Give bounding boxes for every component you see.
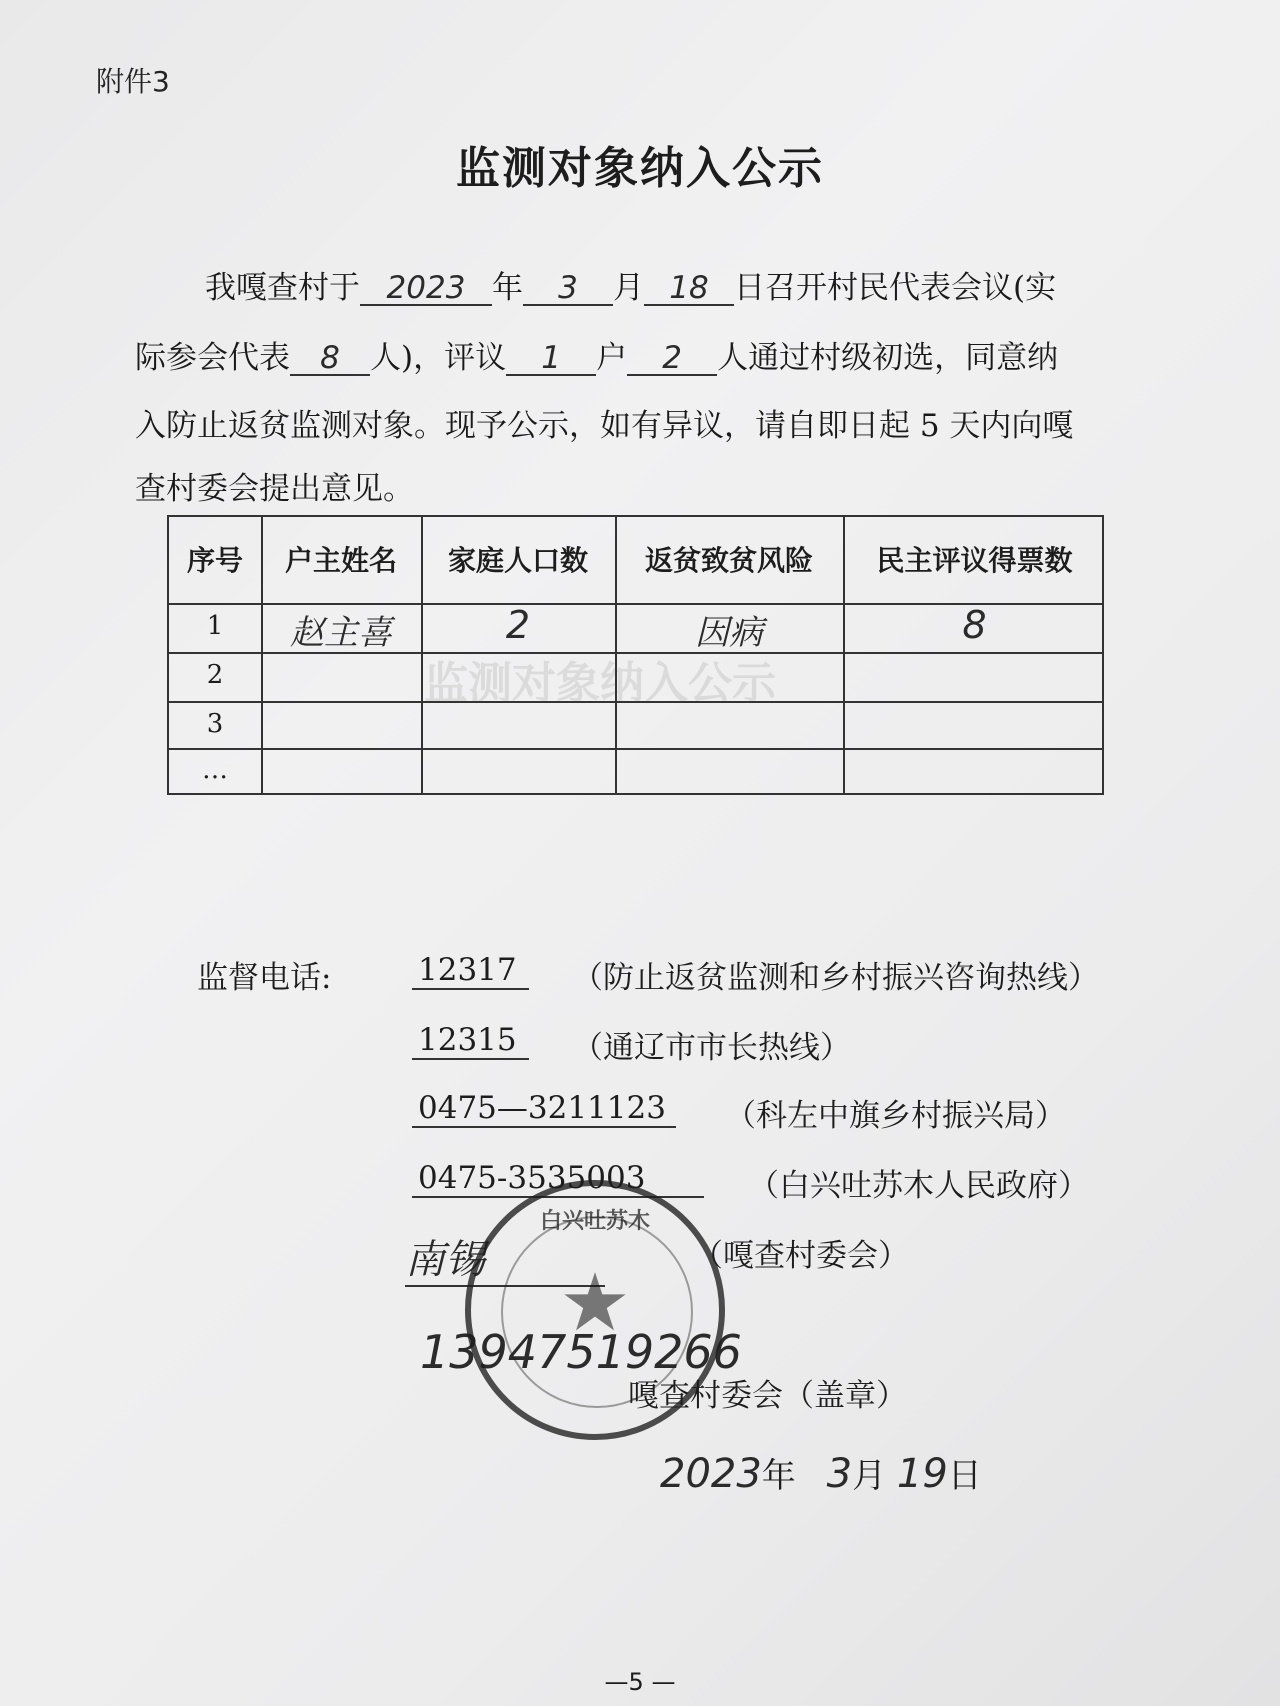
phone-line-2: 12315 <box>412 1022 529 1060</box>
row-1-name: 赵主喜 <box>290 613 392 653</box>
phone-desc-5: （嘎查村委会） <box>692 1238 909 1274</box>
header-head-name: 户主姓名 <box>284 543 397 577</box>
handwritten-contact-phone: 13947519266 <box>420 1325 742 1379</box>
meeting-day: 18 <box>644 273 734 306</box>
phone-desc-1: （防止返贫监测和乡村振兴咨询热线） <box>572 960 1099 996</box>
row-2-no: 2 <box>206 660 224 690</box>
supervision-label: 监督电话: <box>197 960 332 996</box>
meeting-year: 2023 <box>360 273 492 306</box>
official-seal: 白兴吐苏木 ★ <box>465 1180 725 1440</box>
header-votes: 民主评议得票数 <box>876 543 1073 577</box>
header-serial: 序号 <box>186 543 243 577</box>
header-family-size: 家庭人口数 <box>447 543 588 577</box>
handwritten-contact-name: 南锡 <box>405 1228 605 1287</box>
signing-date: 2023年 3月 19日 <box>660 1451 982 1497</box>
row-4-no: … <box>202 755 228 785</box>
paragraph-line-1: 我嘎查村于 2023 年 3 月 18 日召开村民代表会议(实 <box>205 270 1057 306</box>
meeting-month: 3 <box>523 273 613 306</box>
candidate-table <box>167 515 1104 795</box>
row-1-no: 1 <box>206 611 224 641</box>
phone-line-1: 12317 <box>412 952 529 990</box>
phone-desc-4: （白兴吐苏木人民政府） <box>748 1168 1089 1204</box>
bleed-through-text: 监测对象纳入公示 <box>424 658 776 709</box>
row-1-risk: 因病 <box>695 613 763 653</box>
phone-line-3: 0475—3211123 <box>412 1090 676 1128</box>
phone-desc-3: （科左中旗乡村振兴局） <box>725 1098 1066 1134</box>
row-1-votes: 8 <box>962 603 987 647</box>
star-icon: ★ <box>559 1256 631 1349</box>
phone-line-4: 0475-3535003 <box>412 1160 704 1198</box>
row-1-size: 2 <box>505 603 531 647</box>
attachment-label: 附件3 <box>96 65 170 98</box>
paragraph-line-4: 查村委会提出意见。 <box>135 471 414 507</box>
page-title: 监测对象纳入公示 <box>456 143 824 194</box>
row-3-no: 3 <box>206 709 224 739</box>
seal-label: 嘎查村委会（盖章） <box>628 1378 907 1414</box>
rep-count: 8 <box>290 343 370 376</box>
person-count: 2 <box>627 343 717 376</box>
header-risk: 返贫致贫风险 <box>644 543 813 577</box>
household-count: 1 <box>506 343 596 376</box>
phone-desc-2: （通辽市市长热线） <box>572 1030 851 1066</box>
page-number: —5 — <box>604 1668 676 1696</box>
paragraph-line-3: 入防止返贫监测对象。现予公示，如有异议，请自即日起 5 天内向嘎 <box>135 408 1074 444</box>
paragraph-line-2: 际参会代表 8 人)，评议 1 户 2 人通过村级初选，同意纳 <box>135 340 1059 376</box>
